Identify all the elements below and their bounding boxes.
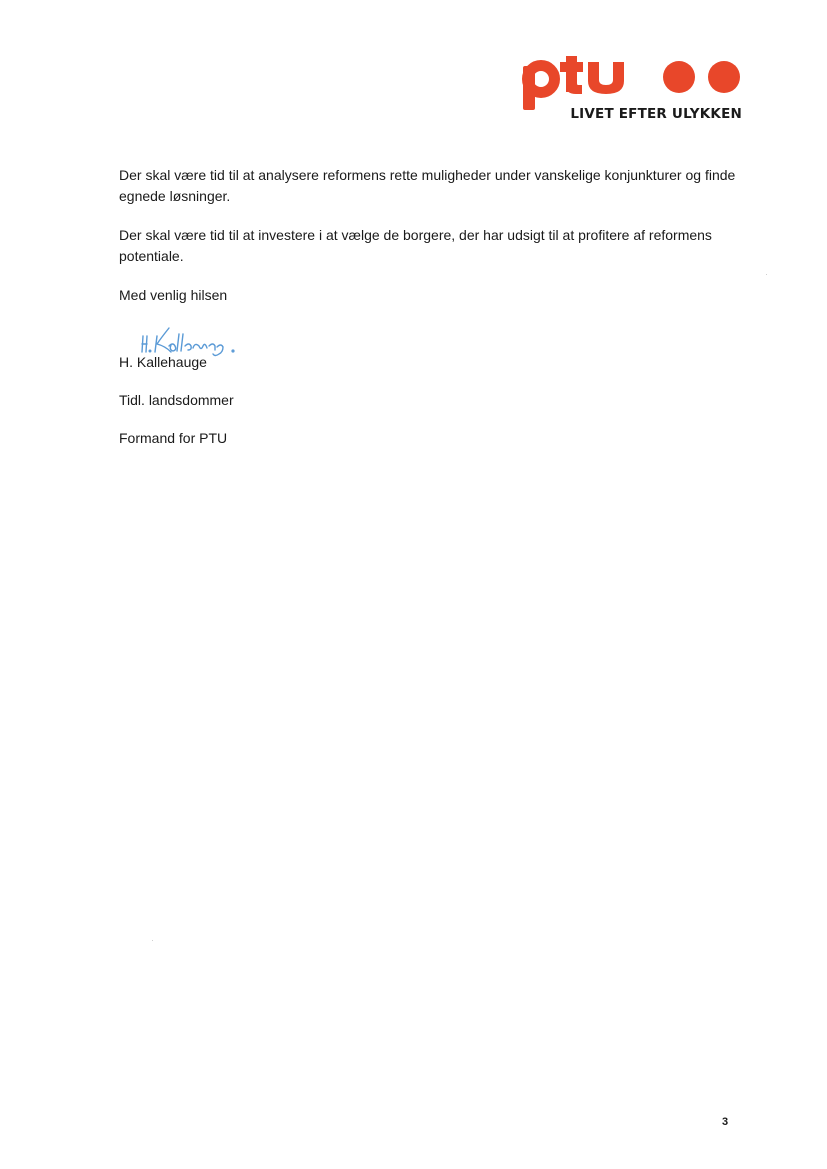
scan-speck	[766, 274, 767, 275]
ptu-logo	[520, 50, 750, 126]
signer-name: H. Kallehauge	[119, 354, 207, 370]
paragraph-1: Der skal være tid til at analysere reformens rette muligheder under vanskelige konjunkturer og finde egnede løsninger.	[119, 167, 736, 204]
closing-greeting: Med venlig hilsen	[119, 287, 228, 303]
letter-body	[119, 165, 739, 466]
paragraph-2: Der skal være tid til at investere i at vælge de borgere, der har udsigt til at profitere af reformens potentiale.	[119, 227, 712, 264]
logo-tagline: LIVET EFTER ULYKKEN	[570, 106, 742, 122]
signer-title: Tidl. landsdommer	[119, 392, 234, 408]
signer-role: Formand for PTU	[119, 430, 228, 446]
page-number: 3	[722, 1116, 729, 1128]
scan-speck	[152, 940, 153, 941]
